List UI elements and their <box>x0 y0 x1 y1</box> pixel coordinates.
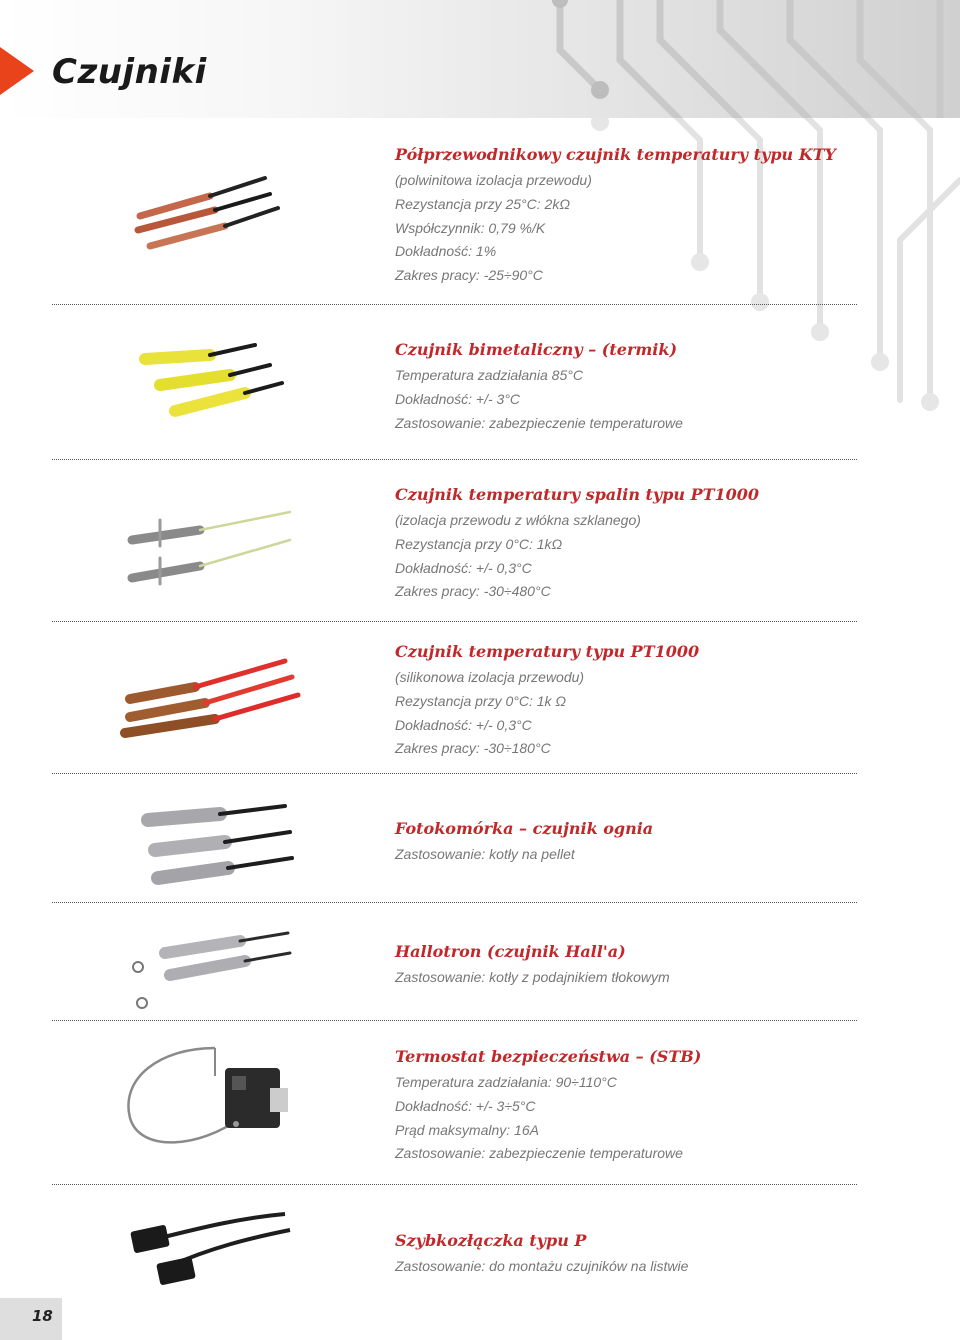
product-name: Półprzewodnikowy czujnik temperatury typu KTY <box>395 145 836 164</box>
product-item <box>0 339 960 449</box>
product-item <box>0 484 960 614</box>
product-description <box>395 941 915 990</box>
spec-line: Rezystancja przy 0°C: 1k Ω <box>395 692 567 709</box>
spec-line: Prąd maksymalny: 16A <box>395 1121 539 1138</box>
spec-line: Zakres pracy: -30÷180°C <box>395 740 551 757</box>
page-number: 18 <box>32 1307 53 1325</box>
product-name: Czujnik bimetaliczny – (termik) <box>395 340 678 359</box>
separator <box>52 621 857 622</box>
separator <box>52 773 857 774</box>
flue-gas-sensor-image <box>120 506 310 596</box>
page-number-box <box>0 1298 62 1340</box>
product-description <box>395 1046 915 1166</box>
product-description <box>395 484 915 604</box>
spec-line: Rezystancja przy 25°C: 2kΩ <box>395 195 570 212</box>
spec-line: Dokładność: 1% <box>395 243 497 260</box>
spec-line: Współczynnik: 0,79 %/K <box>395 219 546 236</box>
product-item <box>0 941 960 1021</box>
separator <box>52 304 857 305</box>
spec-line: (polwinitowa izolacja przewodu) <box>395 172 592 188</box>
photocell-image <box>120 796 310 896</box>
stb-thermostat-image <box>120 1038 310 1158</box>
spec-line: Temperatura zadziałania: 90÷110°C <box>395 1074 617 1090</box>
separator <box>52 1020 857 1021</box>
product-name: Termostat bezpieczeństwa – (STB) <box>395 1047 702 1066</box>
product-item <box>0 818 960 898</box>
spec-line: (izolacja przewodu z włókna szklanego) <box>395 512 641 528</box>
spec-line: Dokładność: +/- 0,3°C <box>395 559 532 576</box>
spec-line: Dokładność: +/- 3÷5°C <box>395 1097 536 1114</box>
spec-line: Zakres pracy: -30÷480°C <box>395 583 551 600</box>
header-arrow-icon <box>0 47 34 95</box>
product-name: Czujnik temperatury typu PT1000 <box>395 642 700 661</box>
spec-line: Zastosowanie: zabezpieczenie temperaturowe <box>395 414 683 431</box>
product-name: Czujnik temperatury spalin typu PT1000 <box>395 485 760 504</box>
spec-line: Zakres pracy: -25÷90°C <box>395 267 543 284</box>
spec-line: Dokładność: +/- 3°C <box>395 390 521 407</box>
spec-line: Rezystancja przy 0°C: 1kΩ <box>395 535 563 552</box>
product-name: Hallotron (czujnik Hall'a) <box>395 942 626 961</box>
product-item <box>0 641 960 771</box>
product-name: Szybkozłączka typu P <box>395 1231 587 1250</box>
spec-line: Zastosowanie: kotły na pellet <box>395 846 575 862</box>
kty-sensor-image <box>120 164 310 264</box>
pt1000-sensor-image <box>120 653 310 743</box>
separator <box>52 902 857 903</box>
spec-line: Zastosowanie: do montażu czujników na listwie <box>395 1258 689 1274</box>
product-item <box>0 1046 960 1176</box>
page-header <box>0 0 960 118</box>
product-description <box>395 641 915 761</box>
spec-line: (silikonowa izolacja przewodu) <box>395 669 585 685</box>
product-item <box>0 144 960 294</box>
p-connector-image <box>120 1208 310 1298</box>
separator <box>52 459 857 460</box>
spec-line: Dokładność: +/- 0,3°C <box>395 716 532 733</box>
product-item <box>0 1230 960 1300</box>
product-description <box>395 339 915 435</box>
bimetal-sensor-image <box>120 337 310 427</box>
hall-sensor-image <box>120 921 310 1011</box>
page-title: Czujniki <box>52 52 207 92</box>
product-description <box>395 818 915 867</box>
product-name: Fotokomórka – czujnik ognia <box>395 819 654 838</box>
separator <box>52 1184 857 1185</box>
spec-line: Temperatura zadziałania 85°C <box>395 367 583 383</box>
product-description <box>395 1230 915 1279</box>
product-description <box>395 144 915 288</box>
spec-line: Zastosowanie: zabezpieczenie temperaturowe <box>395 1145 683 1162</box>
spec-line: Zastosowanie: kotły z podajnikiem tłokowym <box>395 969 670 985</box>
